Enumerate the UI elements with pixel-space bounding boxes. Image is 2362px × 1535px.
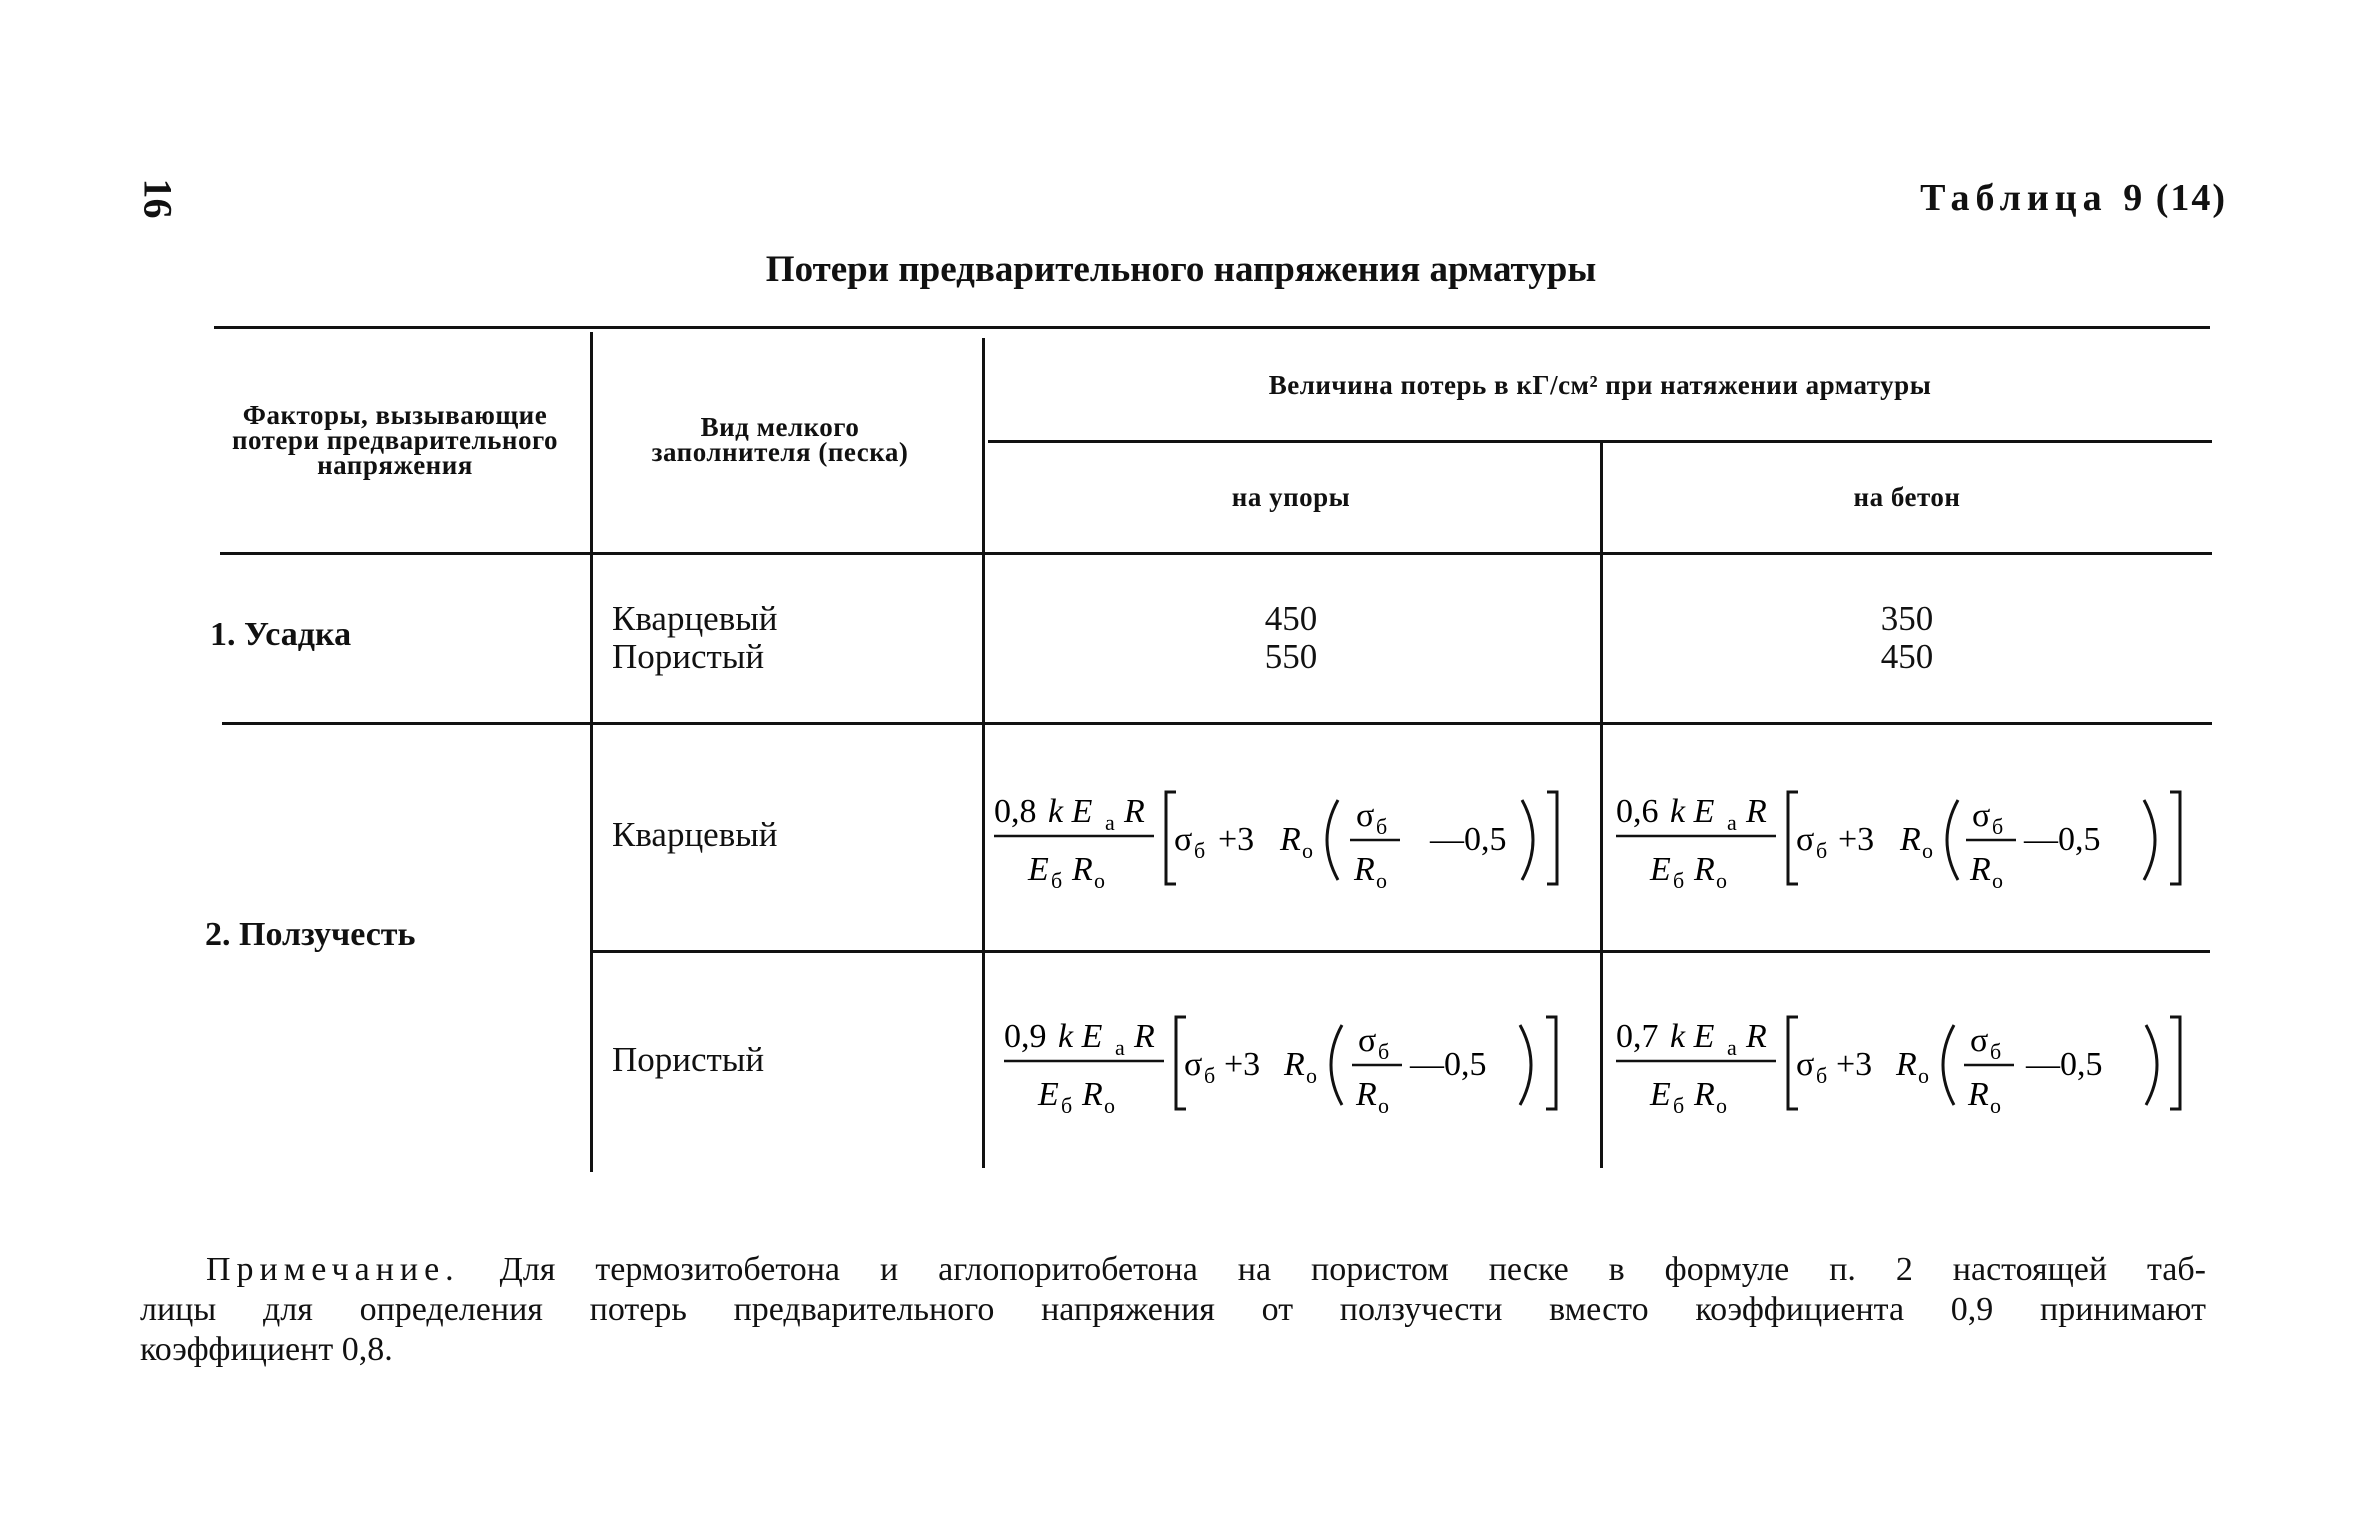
frac-r0-sub: о	[1378, 1093, 1389, 1118]
frac-sigma: σ	[1970, 1022, 1989, 1059]
den-e: E	[1650, 1076, 1671, 1113]
creep-aggregate-porous: Пористый	[612, 1040, 765, 1079]
frac-sigma-sub: б	[1992, 814, 2004, 839]
sigma: σ	[1796, 1046, 1815, 1083]
num-r: R	[1746, 793, 1767, 830]
den-e: E	[1028, 851, 1049, 888]
frac-r0: R	[1356, 1076, 1377, 1113]
plus-three: +3	[1838, 821, 1875, 858]
den-r-sub: о	[1094, 868, 1105, 893]
sigma-sub: б	[1194, 838, 1206, 863]
row-creep-factor: 2. Ползучесть	[205, 916, 416, 953]
den-r-sub: о	[1716, 868, 1727, 893]
num-sub: а	[1115, 1035, 1125, 1060]
den-e-sub: б	[1061, 1093, 1073, 1118]
den-e-sub: б	[1673, 868, 1685, 893]
col1-divider	[590, 332, 593, 1172]
num-sub: а	[1727, 1035, 1737, 1060]
num-rest: k E	[1670, 793, 1715, 830]
value-concrete-quartz: 350	[1880, 599, 1934, 638]
header-on-concrete: на бетон	[1853, 482, 1961, 512]
coef-quartz-concrete: 0,6	[1616, 793, 1659, 830]
row-shrinkage-supports	[985, 598, 1597, 678]
sigma-sub: б	[1816, 838, 1828, 863]
formula-quartz-concrete	[1608, 780, 2208, 895]
plus-three: +3	[1836, 1046, 1873, 1083]
num-sub: а	[1105, 810, 1115, 835]
coef-porous-supports: 0,9	[1004, 1018, 1047, 1055]
r0: R	[1284, 1046, 1305, 1083]
frac-sigma: σ	[1972, 797, 1991, 834]
den-r-sub: о	[1104, 1093, 1115, 1118]
sigma-sub: б	[1816, 1063, 1828, 1088]
den-e: E	[1650, 851, 1671, 888]
aggregate-porous: Пористый	[612, 637, 765, 676]
page-number: 16	[135, 178, 181, 219]
num-r: R	[1134, 1018, 1155, 1055]
note-line-2: лицы для определения потерь предварительного напряжения от ползучести вместо коэффициента 0,9 принимают	[140, 1291, 2206, 1328]
den-e-sub: б	[1051, 868, 1063, 893]
frac-sigma: σ	[1358, 1022, 1377, 1059]
value-supports-porous: 550	[1264, 637, 1318, 676]
row1-bottom-rule	[222, 722, 2212, 725]
frac-sigma: σ	[1356, 797, 1375, 834]
header-aggregate: Вид мелкого заполнителя (песка)	[651, 412, 909, 467]
den-r-sub: о	[1716, 1093, 1727, 1118]
header-bottom-rule	[220, 552, 2212, 555]
den-r: R	[1694, 1076, 1715, 1113]
frac-r0-sub: о	[1992, 868, 2003, 893]
num-rest: k E	[1670, 1018, 1715, 1055]
sigma-sub: б	[1204, 1063, 1216, 1088]
sigma: σ	[1796, 821, 1815, 858]
note-line-3: коэффициент 0,8.	[140, 1331, 393, 1368]
value-supports-quartz: 450	[1264, 599, 1318, 638]
num-r: R	[1746, 1018, 1767, 1055]
row-shrinkage-concrete	[1603, 598, 2211, 678]
frac-sigma-sub: б	[1990, 1039, 2002, 1064]
note-line-1	[206, 1250, 2206, 1290]
minus-half: —0,5	[2024, 821, 2101, 858]
minus-half: —0,5	[2026, 1046, 2103, 1083]
den-r: R	[1694, 851, 1715, 888]
coef-quartz-supports: 0,8	[994, 793, 1037, 830]
creep-aggregate-quartz: Кварцевый	[612, 815, 778, 854]
frac-r0: R	[1354, 851, 1375, 888]
r0: R	[1900, 821, 1921, 858]
r0-sub: о	[1306, 1063, 1317, 1088]
den-r: R	[1082, 1076, 1103, 1113]
frac-r0: R	[1968, 1076, 1989, 1113]
plus-three: +3	[1218, 821, 1255, 858]
formula-porous-supports	[990, 1005, 1595, 1120]
row-shrinkage-aggregates	[612, 598, 972, 678]
header-factors: Факторы, вызывающие потери предварительного напряжения	[231, 399, 559, 480]
frac-r0: R	[1970, 851, 1991, 888]
num-rest: k E	[1048, 793, 1093, 830]
header-loss-value: Величина потерь в кГ/см² при натяжении арматуры	[1268, 369, 1932, 400]
r0-sub: о	[1302, 838, 1313, 863]
num-r: R	[1124, 793, 1145, 830]
note-label: Примечание.	[206, 1251, 460, 1288]
frac-sigma-sub: б	[1376, 814, 1388, 839]
table-label-word: Таблица	[1920, 177, 2108, 219]
formula-porous-concrete	[1608, 1005, 2208, 1120]
col2-divider	[982, 338, 985, 1168]
den-r: R	[1072, 851, 1093, 888]
den-e: E	[1038, 1076, 1059, 1113]
header-on-supports: на упоры	[1231, 482, 1351, 512]
r0: R	[1896, 1046, 1917, 1083]
note-text-1: Для термозитобетона и аглопоритобетона на пористом песке в формуле п. 2 настоящей таб-	[499, 1251, 2206, 1288]
num-rest: k E	[1058, 1018, 1103, 1055]
creep-sub-rule	[590, 950, 2210, 953]
formula-quartz-supports	[990, 780, 1595, 895]
value-concrete-porous: 450	[1880, 637, 1934, 676]
sigma: σ	[1174, 821, 1193, 858]
minus-half: —0,5	[1430, 821, 1507, 858]
table-number: 9 (14)	[2123, 177, 2227, 219]
frac-r0-sub: о	[1990, 1093, 2001, 1118]
table-note	[140, 1250, 2206, 1370]
r0: R	[1280, 821, 1301, 858]
table-top-rule	[214, 326, 2210, 329]
coef-porous-concrete: 0,7	[1616, 1018, 1659, 1055]
aggregate-quartz: Кварцевый	[612, 599, 778, 638]
frac-r0-sub: о	[1376, 868, 1387, 893]
frac-sigma-sub: б	[1378, 1039, 1390, 1064]
r0-sub: о	[1922, 838, 1933, 863]
num-sub: а	[1727, 810, 1737, 835]
plus-three: +3	[1224, 1046, 1261, 1083]
sigma: σ	[1184, 1046, 1203, 1083]
den-e-sub: б	[1673, 1093, 1685, 1118]
table-label	[1920, 176, 2227, 220]
table-title: Потери предварительного напряжения арматуры	[765, 249, 1597, 290]
col3-divider	[1600, 442, 1603, 1168]
minus-half: —0,5	[1410, 1046, 1487, 1083]
row-shrinkage-factor: 1. Усадка	[210, 616, 352, 653]
r0-sub: о	[1918, 1063, 1929, 1088]
